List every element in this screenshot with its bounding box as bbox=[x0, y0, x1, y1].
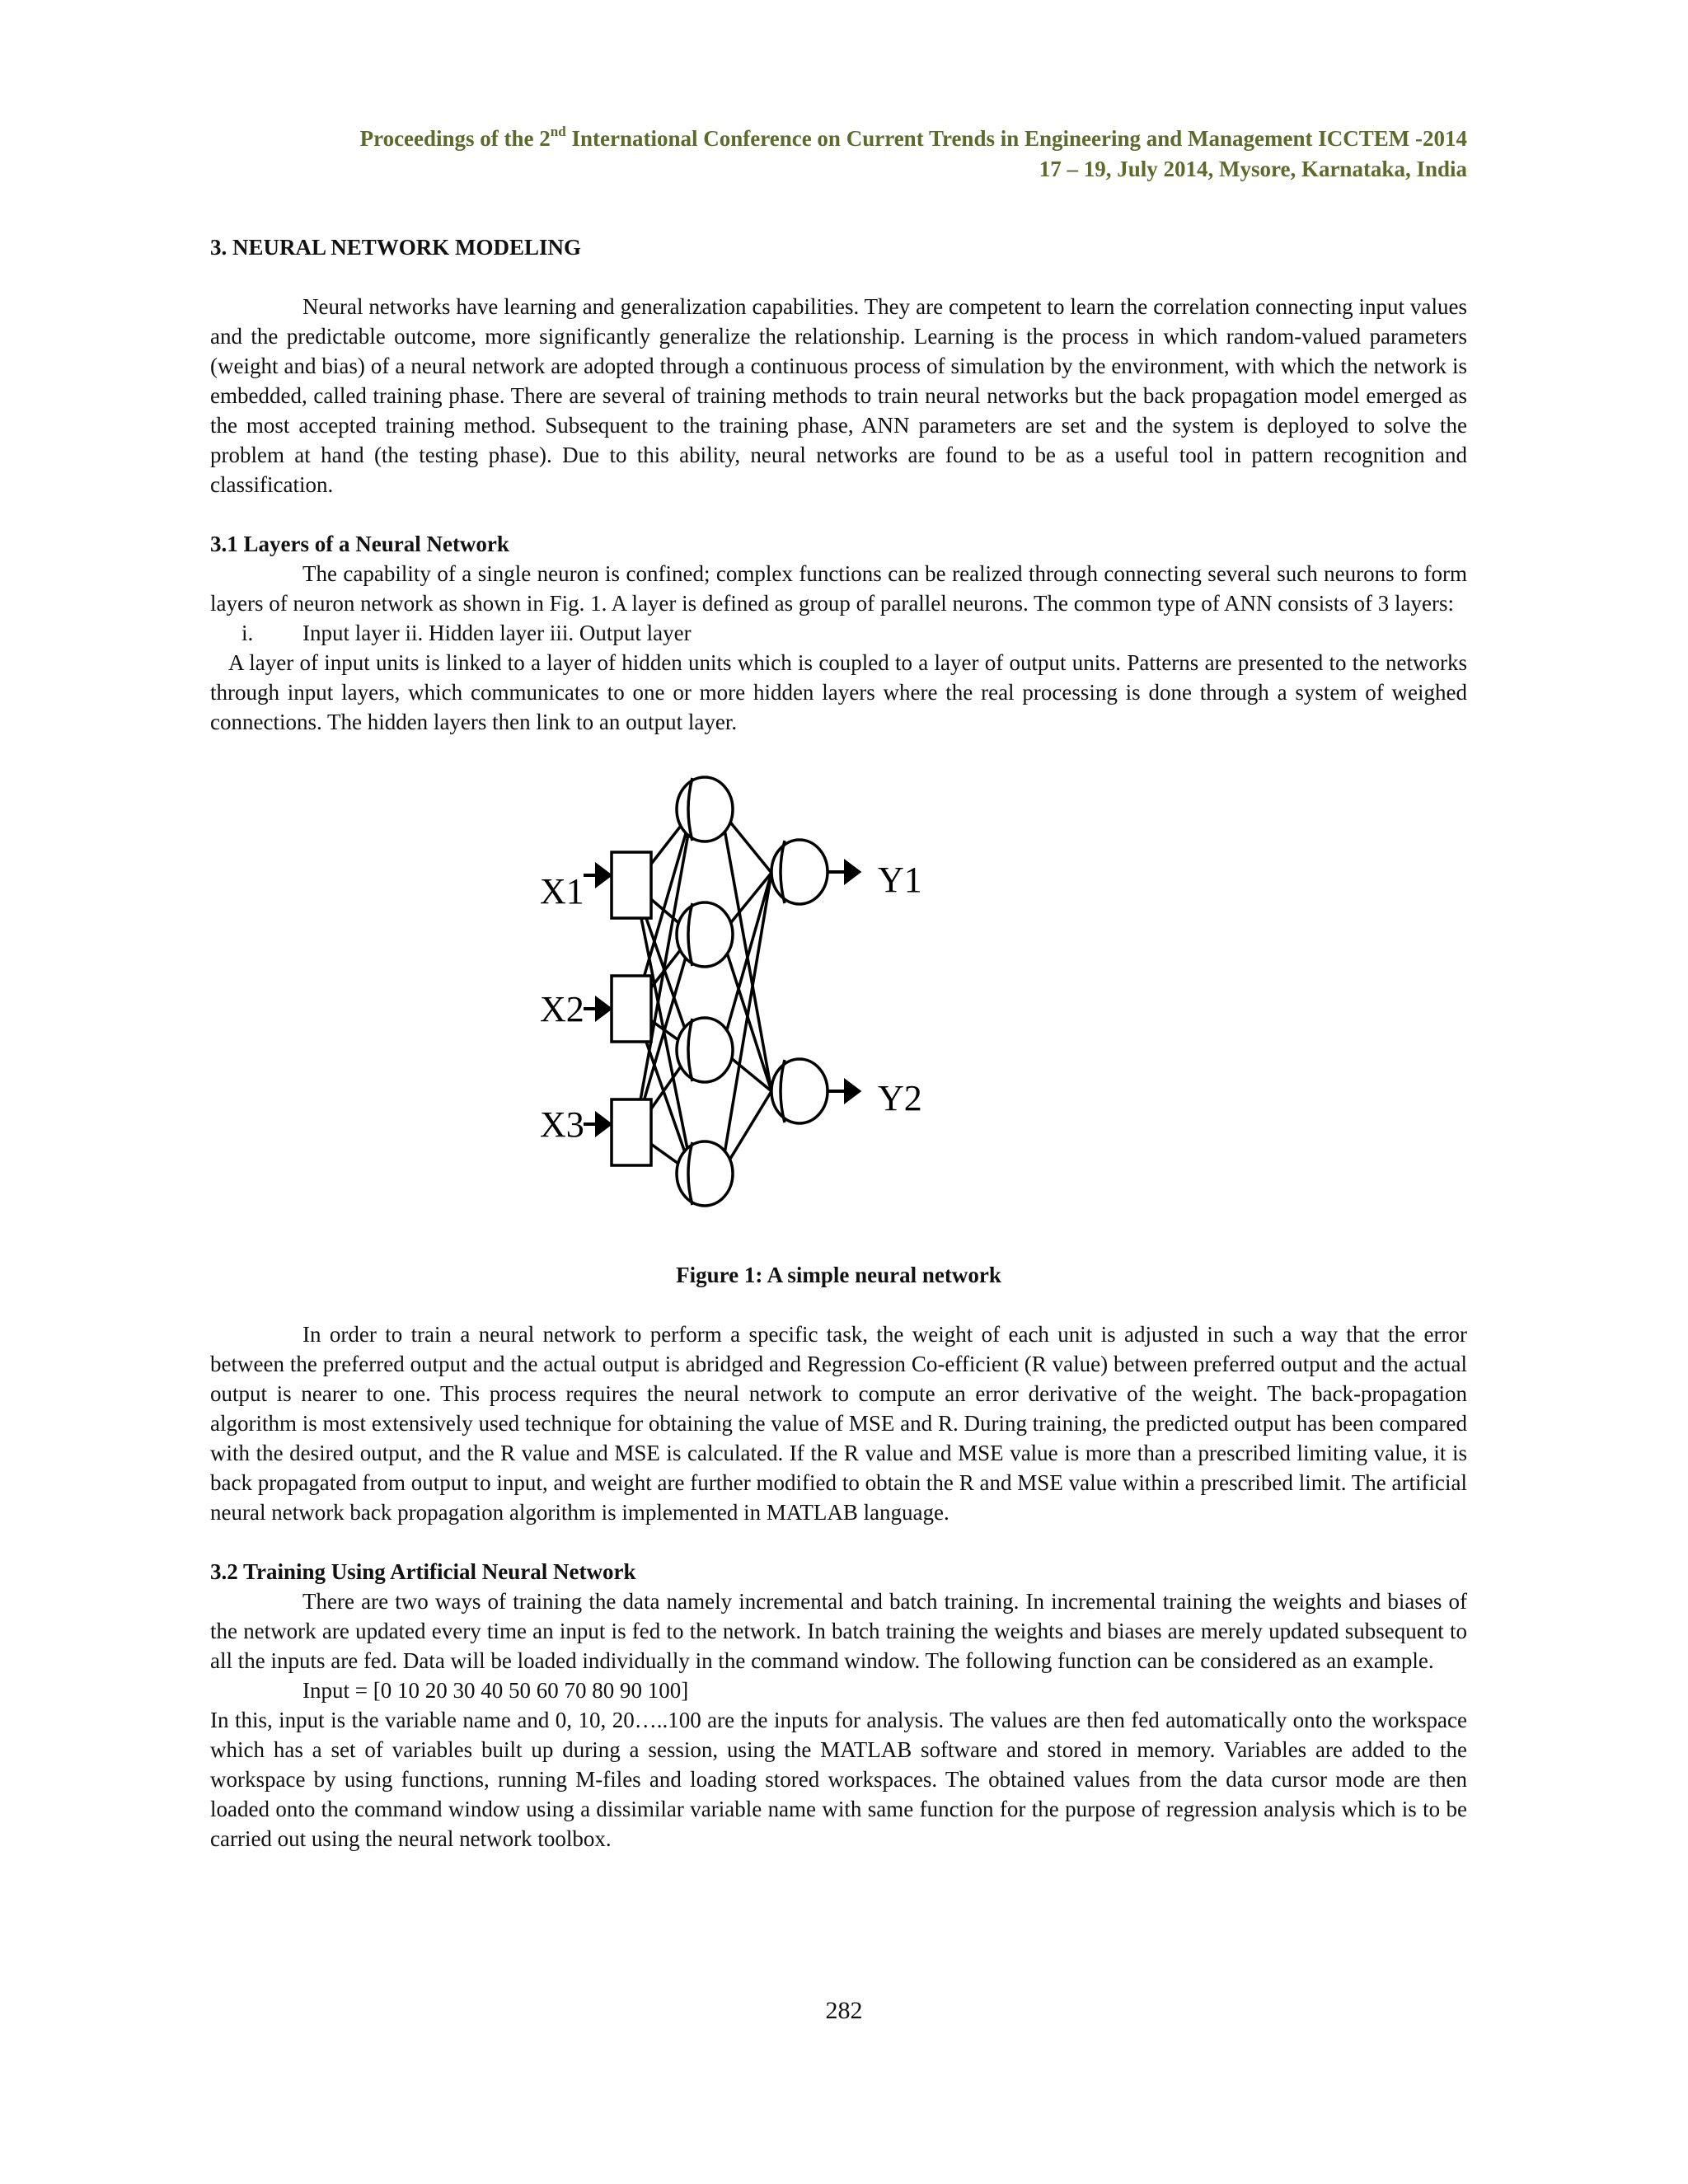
output-arrows bbox=[828, 862, 859, 1101]
input-label-x3: X3 bbox=[540, 1104, 584, 1145]
output-node bbox=[771, 1059, 828, 1123]
arrow-head bbox=[846, 1081, 859, 1101]
input-node bbox=[612, 1099, 651, 1165]
arrow-head bbox=[597, 865, 610, 885]
header-line-2: 17 – 19, July 2014, Mysore, Karnataka, India bbox=[1039, 157, 1467, 181]
section-3-1-title: 3.1 Layers of a Neural Network bbox=[210, 532, 509, 556]
output-label-y1: Y1 bbox=[878, 860, 922, 900]
section-3-2-paragraph-1: There are two ways of training the data namely incremental and batch training. In incremental training the weights and biases of the network are updated every time an input is fed to the network. In batch training the weights and biases are merely updated subsequent to all the inputs are fed. Data will be loaded individually in the command window. The following function can be considered as an example. bbox=[210, 1589, 1467, 1673]
input-node bbox=[612, 852, 651, 918]
output-nodes bbox=[771, 840, 828, 1123]
neural-network-diagram bbox=[540, 770, 1113, 1244]
section-3-paragraph-1: Neural networks have learning and generalization capabilities. They are competent to learn the correlation connecting input values and the predictable outcome, more significantly generalize the relationship. Learning is the process in which random-valued parameters (weight and bias) of a neural network are adopted through a continuous process of simulation by the environment, with which the network is embedded, called training phase. There are several of training methods to train neural networks but the back propagation model emerged as the most accepted training method. Subsequent to the training phase, ANN parameters are set and the system is deployed to solve the problem at hand (the testing phase). Due to this ability, neural networks are found to be as a useful tool in pattern recognition and classification. bbox=[210, 294, 1467, 497]
output-label-y2: Y2 bbox=[878, 1078, 922, 1118]
spacer bbox=[210, 1527, 1467, 1557]
list-text: Input layer ii. Hidden layer iii. Output layer bbox=[302, 621, 692, 645]
section-3-1-paragraph-1: The capability of a single neuron is confined; complex functions can be realized through connecting several such neurons to form layers of neuron network as shown in Fig. 1. A layer is defined as group of parallel neurons. The common type of ANN consists of 3 layers: bbox=[210, 561, 1467, 616]
page-number: 282 bbox=[825, 1997, 863, 2024]
input-label-x1: X1 bbox=[540, 871, 584, 912]
spacer bbox=[210, 262, 1467, 292]
section-3-continued-paragraph: In order to train a neural network to perform a specific task, the weight of each unit is adjusted in such a way that the error between the preferred output and the actual output is abridged and Regression Co-efficient (R value) between preferred output and the actual output is nearer to one. This process requires the neural network to compute an error derivative of the weight. The back-propagation algorithm is most extensively used technique for obtaining the value of MSE and R. During training, the predicted output has been compared with the desired output, and the R value and MSE is calculated. If the R value and MSE value is more than a prescribed limiting value, it is back propagated from output to input, and weight are further modified to obtain the R and MSE value within a prescribed limit. The artificial neural network back propagation algorithm is implemented in MATLAB language. bbox=[210, 1322, 1467, 1525]
hidden-node bbox=[677, 902, 733, 967]
section-3-2-paragraph-2: In this, input is the variable name and 0, 10, 20…..100 are the inputs for analysis. The values are then fed automatically onto the workspace which has a set of variables built up during a session, using the MATLAB software and stored in memory. Variables are added to the workspace by using functions, running M-files and loading stored workspaces. The obtained values from the data cursor mode are then loaded onto the command window using a dissimilar variable name with same function for the purpose of regression analysis which is to be carried out using the neural network toolbox. bbox=[210, 1708, 1467, 1851]
output-node bbox=[771, 840, 828, 904]
header-line-1-post: International Conference on Current Trends in Engineering and Management ICCTEM -2014 bbox=[565, 126, 1467, 151]
hidden-node bbox=[677, 1018, 733, 1082]
header-superscript: nd bbox=[550, 124, 566, 139]
spacer bbox=[210, 1290, 1467, 1319]
list-number: i. bbox=[241, 621, 254, 645]
section-3-title: 3. NEURAL NETWORK MODELING bbox=[210, 235, 582, 260]
header-line-1 bbox=[210, 124, 1467, 154]
figure-1 bbox=[210, 770, 1467, 1244]
arrow-head bbox=[597, 999, 610, 1019]
input-node bbox=[612, 976, 651, 1042]
hidden-node bbox=[677, 1141, 733, 1206]
layers-list-item bbox=[210, 618, 1467, 648]
proceedings-header bbox=[210, 124, 1467, 185]
input-label-x2: X2 bbox=[540, 989, 584, 1029]
connection-lines bbox=[635, 811, 771, 1174]
figure-1-caption: Figure 1: A simple neural network bbox=[676, 1263, 1001, 1287]
arrow-head bbox=[597, 1114, 610, 1134]
section-3-2-title: 3.2 Training Using Artificial Neural Network bbox=[210, 1559, 636, 1584]
page bbox=[210, 124, 1467, 1854]
spacer bbox=[210, 499, 1467, 529]
section-3-1-paragraph-2: A layer of input units is linked to a layer of hidden units which is coupled to a layer of output units. Patterns are presented to the networks through input layers, which communicates to one or more hidden layers where the real processing is done through a system of weighed connections. The hidden layers then link to an output layer. bbox=[210, 650, 1467, 734]
hidden-node bbox=[677, 777, 733, 841]
input-nodes bbox=[612, 852, 651, 1165]
header-line-1-pre: Proceedings of the 2 bbox=[359, 126, 551, 151]
input-arrows bbox=[584, 865, 610, 1134]
input-example-code: Input = [0 10 20 30 40 50 60 70 80 90 100] bbox=[302, 1678, 689, 1703]
arrow-head bbox=[846, 862, 859, 882]
